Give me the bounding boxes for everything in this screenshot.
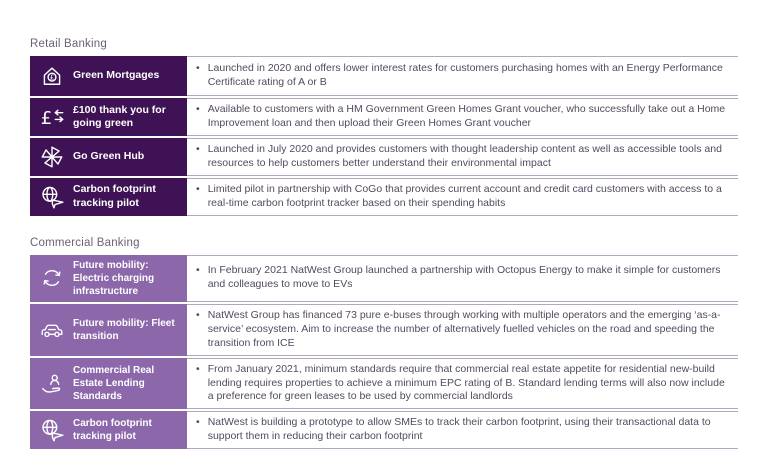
table-row-carbon-footprint-retail	[30, 178, 738, 216]
svg-text:£: £	[49, 73, 55, 82]
row-label-cell	[30, 178, 187, 216]
row-label: Go Green Hub	[73, 150, 145, 163]
bullet-glyph: •	[196, 362, 200, 375]
house-pound-icon	[37, 63, 67, 89]
commercial-rows	[30, 255, 738, 450]
row-description: NatWest is building a prototype to allow SMEs to track their carbon footprint, using their transactional data to support them in reducing their carbon footprint	[207, 416, 711, 443]
table-row-green-mortgages	[30, 56, 738, 96]
row-description-cell	[187, 98, 738, 136]
row-description-cell	[187, 178, 738, 216]
pound-exchange-arrows-icon	[37, 103, 67, 130]
row-label: Future mobility: Electric charging infrastructure	[73, 259, 155, 297]
section-retail-banking	[30, 38, 738, 216]
bullet-glyph: •	[196, 416, 200, 429]
table-row-fleet-transition	[30, 304, 738, 356]
bullet-glyph: •	[196, 264, 200, 277]
row-description: NatWest Group has financed 73 pure e-buses through working with multiple operators and the emerging ‘as-a-service’ ecosystem. Aim to increase the number of alternatively fuelled vehicles on the road and speeding the transition from ICE	[207, 308, 721, 349]
section-heading-commercial: Commercial Banking	[30, 236, 140, 249]
row-label: £100 thank you for going green	[73, 103, 166, 129]
car-icon	[37, 317, 67, 343]
row-label: Carbon footprint tracking pilot	[73, 418, 152, 443]
table-row-electric-charging	[30, 255, 738, 302]
row-label: Green Mortgages	[73, 69, 160, 82]
table-row-100-thank-you	[30, 98, 738, 136]
table-row-cre-lending-standards	[30, 358, 738, 410]
row-description: In February 2021 NatWest Group launched a partnership with Octopus Energy to make it simple for customers and colleagues to move to EVs	[207, 264, 721, 291]
document-content	[30, 38, 738, 470]
globe-plane-icon	[37, 417, 67, 443]
row-description: From January 2021, minimum standards require that commercial real estate appetite for residential new-build lending requires properties to achieve a minimum EPC rating of B. Standard lending terms will also now include a preference for green leases to be used by commercial landlords	[207, 362, 725, 403]
retail-rows	[30, 56, 738, 216]
svg-text:£: £	[40, 108, 52, 130]
row-description: Limited pilot in partnership with CoGo that provides current account and credit card customers with access to a real-time carbon footprint tracker based on their spending habits	[207, 182, 722, 209]
bullet-glyph: •	[196, 142, 200, 155]
row-description: Available to customers with a HM Government Green Homes Grant voucher, who successfully take out a Home Improvement loan and then upload their Green Homes Grant voucher	[207, 103, 726, 129]
row-label: Carbon footprint tracking pilot	[73, 183, 156, 209]
row-label: Future mobility: Fleet transition	[73, 317, 175, 342]
pinwheel-icon	[37, 144, 67, 170]
row-label-cell	[30, 411, 187, 449]
bullet-glyph: •	[196, 103, 200, 115]
row-description-cell	[187, 255, 738, 302]
row-label-cell	[30, 98, 187, 136]
hand-person-icon	[37, 371, 67, 397]
bullet-glyph: •	[196, 308, 200, 321]
row-description-cell	[187, 304, 738, 356]
bullet-glyph: •	[196, 62, 200, 75]
circular-arrows-icon	[37, 265, 67, 291]
row-label-cell	[30, 304, 187, 356]
section-commercial-banking	[30, 237, 738, 450]
table-row-carbon-footprint-commercial	[30, 411, 738, 449]
row-label-cell	[30, 255, 187, 302]
globe-plane-icon	[37, 184, 67, 210]
row-label-cell	[30, 56, 187, 96]
section-heading-retail: Retail Banking	[30, 38, 107, 50]
row-description-cell	[187, 138, 738, 176]
row-label: Commercial Real Estate Lending Standards	[73, 365, 155, 402]
row-label-cell	[30, 138, 187, 176]
row-description-cell	[187, 411, 738, 449]
row-description-cell	[187, 358, 738, 410]
bullet-glyph: •	[196, 182, 200, 195]
table-row-go-green-hub	[30, 138, 738, 176]
row-label-cell	[30, 358, 187, 410]
row-description-cell	[187, 56, 738, 96]
row-description: Launched in 2020 and offers lower interest rates for customers purchasing homes with an Energy Performance Certificate rating of A or B	[207, 62, 723, 88]
row-description: Launched in July 2020 and provides customers with thought leadership content as well as accessible tools and resources to help customers better understand their environmental impact	[207, 142, 722, 169]
